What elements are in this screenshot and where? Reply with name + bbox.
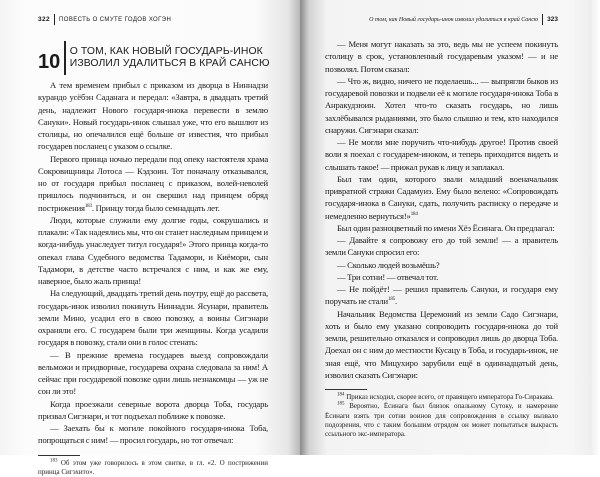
paragraph-text: . Принцу тогда было семнадцать лет. [92, 203, 220, 213]
running-head: О том, как Новый государь-инок изволил удалиться в край Сансю [369, 17, 538, 23]
chapter-title [70, 46, 270, 70]
footnotes [38, 459, 268, 477]
footnote [38, 459, 268, 477]
chapter-title-line: ИЗВОЛИЛ УДАЛИТЬСЯ В КРАЙ САНСЮ [70, 58, 270, 70]
footnote-text: Приказ исходил, скорее всего, от правящего императора Го-Сиракава. [346, 393, 554, 401]
footnote-text: Об этом уже говорилось в этом свитке, в гл. «2. О пострижении принца Сигэхито». [38, 459, 268, 476]
paragraph-text: . [395, 296, 397, 306]
paragraph: — Заехать бы к могиле покойного государя-инока Тоба, попрощаться с ним! — просил государь, но тот отвечал: [38, 422, 268, 447]
footnote-ref[interactable]: 185 [388, 297, 395, 302]
footnote-number: 183 [50, 458, 58, 463]
footnote-ref[interactable]: 184 [411, 212, 418, 217]
paragraph: Начальник Ведомства Церемоний из земли Садо Сигэнари, хоть и было ему указано сопроводить государя-инока до той земли, решительно отказался и сопроводил лишь до дворца Тоба. Доехал он с ним до местности Кусацу в Тоба, и государь-инок, не зная ещё, что Мицухиро зарубили ещё в одиннадцатый день, изволил сказать Сигэнари: [325, 308, 558, 382]
chapter-heading [38, 41, 270, 75]
footnote [325, 402, 558, 439]
paragraph [325, 283, 558, 308]
footnote [325, 393, 558, 402]
running-header-right [369, 14, 558, 25]
paragraph: — Три сотни! — отвечал тот. [325, 271, 558, 283]
paragraph-text: — Не пойдёт! — решил правитель Сануки, и государя ему поручать не стали [325, 284, 558, 306]
paragraph: — Не могли мне поручить что-нибудь другое! Против своей воли я поехал с государем-иноком, и теперь приходится видеть и слышать такое! — прижал рукав к лицу и заплакал. [325, 136, 558, 173]
paragraph: — Сколько людей возьмёшь? [325, 259, 558, 271]
paragraph [325, 173, 558, 222]
left-text-column [38, 79, 268, 477]
paragraph: — Что ж, видно, ничего не поделаешь... — выпрягли быков из государевой повозки и подвели её к могиле государя-инока Тоба в Анракудзюин. Хотел что-то сказать государь, но лишь захлёбывался рыданиями, это было слышно и тем, кто находился снаружи. Сигэнари сказал: [325, 75, 558, 136]
page-number: 323 [547, 16, 558, 23]
footnote-text: Вероятно, Ёсинага был близок опальному Сутоку, и намерение Ёсинаги взять три сотни воинов для сопровождения в ссылку вызвало подозрения, что с таким большим отрядом он может попытаться выкрасть ссыльного экс-императора. [325, 402, 558, 438]
paragraph: Был один разноцветный по имени Хёэ Ёсинага. Он предлагал: [325, 222, 558, 234]
running-header-left [38, 14, 171, 25]
running-head: ПОВЕСТЬ О СМУТЕ ГОДОВ ХОГЭН [59, 17, 171, 23]
paragraph: На следующий, двадцать третий день поутру, ещё до рассвета, государь-инок изволил покинуть Ниннадзи. Ясунари, правитель земли Мино, усадил его в свою повозку, а воины Сигэнари охраняли его. С государем были три женщины. Когда усадили государя в повозку, стали они в голос стенать: [38, 287, 268, 348]
paragraph: — Меня могут наказать за это, ведь мы не успеем покинуть столицу в срок, установленный государевым указом! — и не позволял. Потом сказал: [325, 38, 558, 75]
right-text-column [325, 38, 558, 439]
chapter-title-line: О ТОМ, КАК НОВЫЙ ГОСУДАРЬ-ИНОК [70, 46, 270, 58]
footnote-number: 184 [337, 393, 345, 398]
paragraph: А тем временем прибыл с приказом из дворца в Ниннадзи курандо усёбэн Саданага и передал: «Завтра, в двадцать третий день, надлежит Нового государя-инока перевести в землю Сануки». Новый государь-инок слышал уже, что его вышлют из столицы, но опечалился ещё больше от известия, что прибыл государев посланец с указом о ссылке. [38, 79, 268, 153]
chapter-divider [64, 41, 66, 75]
paragraph: — В прежние времена государев выезд сопровождали вельможи и придворные, государева охрана следовала за ним! А сейчас при государевой повозке одни лишь незнакомцы — уж не сон ли это! [38, 349, 268, 398]
header-divider [542, 14, 543, 25]
paragraph: Люди, которые служили ему долгие годы, сокрушались и плакали: «Так надеялись мы, что он станет наследным принцем и когда-нибудь унаследует титул государя!» Этого принца когда-то опекал глава Судебного ведомства Тадамори, и Киёмори, сын Тадамори, в детстве часто встречался с ним, и как же ему, наверное, было жаль принца! [38, 214, 268, 288]
page-number: 322 [38, 16, 50, 23]
paragraph [38, 153, 268, 214]
body-text [325, 38, 558, 381]
spacer [38, 447, 268, 455]
footnote-ref[interactable]: 183 [85, 204, 92, 209]
footnote-number: 185 [337, 402, 345, 407]
left-page [0, 0, 300, 455]
paragraph: — Давайте я сопровожу его до той земли! — а правитель земли Сануки спросил его: [325, 234, 558, 259]
footnotes [325, 393, 558, 439]
footnote-rule [325, 389, 367, 390]
chapter-number: 10 [38, 44, 60, 72]
spacer [325, 381, 558, 389]
header-divider [54, 14, 55, 25]
right-page [300, 0, 600, 455]
paragraph: Когда проезжали северные ворота дворца Тоба, государь призвал Сигэнари, и тот подъехал поближе к повозке. [38, 398, 268, 423]
body-text [38, 79, 268, 447]
paragraph-text: Первого принца ночью передали под опеку настоятеля храма Сокровищницы Лотоса — Кэдзоин. Тот поначалу отказывался, но от государя прибыл посланец с приказом, волей-неволей пришлось подчиниться, и он свершил над принцем обряд пострижения [38, 154, 268, 213]
paragraph-text: Был там один, которого звали младший военачальник привратной стражи Садамуиэ. Ему было велено: «Сопровождать государя-инока в Сануки, сдать, получить расписку о передаче и немедленно вернуться!» [325, 174, 558, 221]
